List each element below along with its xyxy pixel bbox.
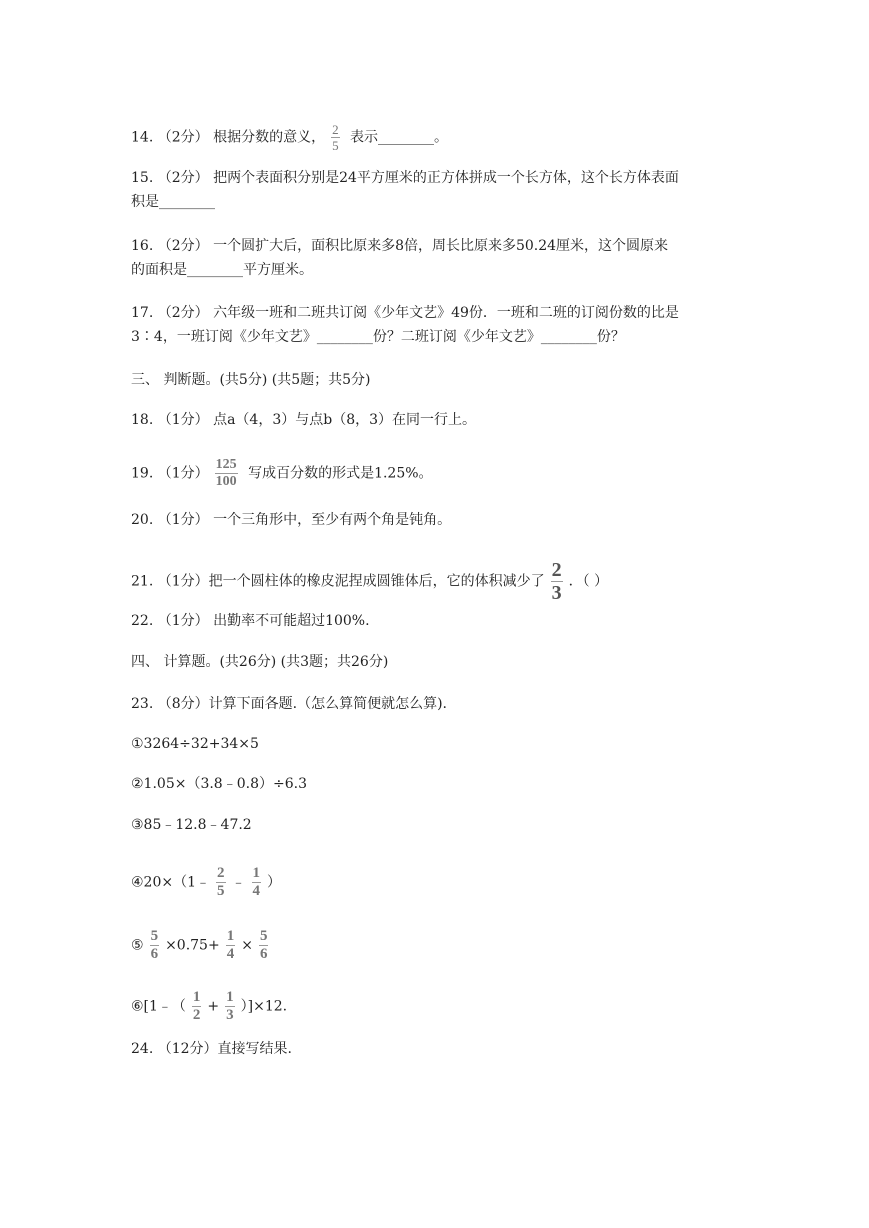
q21-text-pre: 21. （1分）把一个圆柱体的橡皮泥捏成圆锥体后，它的体积减少了 <box>131 573 545 590</box>
q14-text-post: 表示________。 <box>345 129 449 146</box>
section-3-heading: 三、 判断题。(共5分) (共5题；共5分) <box>131 372 371 388</box>
fraction-denominator: 5 <box>332 138 339 153</box>
question-20: 20. （1分） 一个三角形中，至少有两个角是钝角。 <box>131 512 452 528</box>
q23-4-fraction-2: $\frac{1}{4}$ <box>252 865 261 899</box>
q21-fraction <box>551 560 563 603</box>
question-23-item-6 <box>131 990 287 1023</box>
q19-text-pre: 19. （1分） <box>131 465 209 482</box>
q14-fraction <box>331 123 340 152</box>
q14-text-pre: 14. （2分） 根据分数的意义， <box>131 129 326 146</box>
question-23-item-4 <box>131 866 281 899</box>
question-19 <box>131 458 433 489</box>
fraction-denominator: 3 <box>551 582 562 604</box>
q23-6-fraction-1: $\frac{1}{2}$ <box>192 989 201 1023</box>
q23-6-mid: + <box>207 998 220 1015</box>
q23-5-mid-2: × <box>241 937 253 954</box>
fraction-numerator: 125 <box>215 457 237 472</box>
question-14 <box>131 123 448 152</box>
q23-6-post: ）]×12. <box>240 998 288 1015</box>
section-4-heading: 四、 计算题。(共26分) (共3题；共26分) <box>131 654 389 670</box>
q19-fraction <box>215 458 238 489</box>
q23-5-fraction-3: $\frac{5}{6}$ <box>259 928 268 962</box>
question-21 <box>131 560 608 603</box>
question-24: 24. （12分）直接写结果. <box>131 1041 292 1057</box>
question-23-item-3: ③85﹣12.8﹣47.2 <box>131 817 252 833</box>
question-23: 23. （8分）计算下面各题.（怎么算简便就怎么算). <box>131 696 447 712</box>
question-22: 22. （1分） 出勤率不可能超过100%. <box>131 613 370 629</box>
fraction-denominator: 100 <box>215 474 237 489</box>
q23-4-post: ） <box>267 874 282 891</box>
fraction-numerator: 2 <box>332 122 339 137</box>
q19-text-post: 写成百分数的形式是1.25%。 <box>243 465 433 482</box>
question-18: 18. （1分） 点a（4，3）与点b（8，3）在同一行上。 <box>131 412 477 428</box>
question-23-item-2: ②1.05×（3.8﹣0.8）÷6.3 <box>131 776 307 792</box>
question-16-line-2: 的面积是________平方厘米。 <box>131 262 313 278</box>
q23-4-pre: ④20×（1﹣ <box>131 874 211 891</box>
q23-5-fraction-1: $\frac{5}{6}$ <box>150 928 159 962</box>
question-23-item-1: ①3264÷32+34×5 <box>131 736 259 752</box>
question-17-line-2: 3∶4，一班订阅《少年文艺》________份？二班订阅《少年文艺》________份？ <box>131 329 625 345</box>
fraction-numerator: 2 <box>551 559 562 581</box>
q23-5-fraction-2: $\frac{1}{4}$ <box>226 928 235 962</box>
q23-6-pre: ⑥[1﹣（ <box>131 998 186 1015</box>
question-17-line-1: 17. （2分） 六年级一班和二班共订阅《少年文艺》49份．一班和二班的订阅份数的比是 <box>131 305 679 321</box>
q23-5-pre: ⑤ <box>131 937 144 954</box>
question-23-item-5 <box>131 929 274 962</box>
question-15-line-1: 15. （2分） 把两个表面积分别是24平方厘米的正方体拼成一个长方体，这个长方体表面 <box>131 170 679 186</box>
q23-4-mid: ﹣ <box>231 874 246 891</box>
q23-4-fraction-1: $\frac{2}{5}$ <box>217 865 225 899</box>
q21-text-post: ．（ ） <box>568 573 609 590</box>
q23-5-mid-1: ×0.75+ <box>165 937 220 954</box>
question-15-line-2: 积是________ <box>131 194 215 210</box>
question-16-line-1: 16. （2分） 一个圆扩大后，面积比原来多8倍，周长比原来多50.24厘米，这个圆原来 <box>131 238 669 254</box>
q23-6-fraction-2: $\frac{1}{3}$ <box>226 989 234 1023</box>
